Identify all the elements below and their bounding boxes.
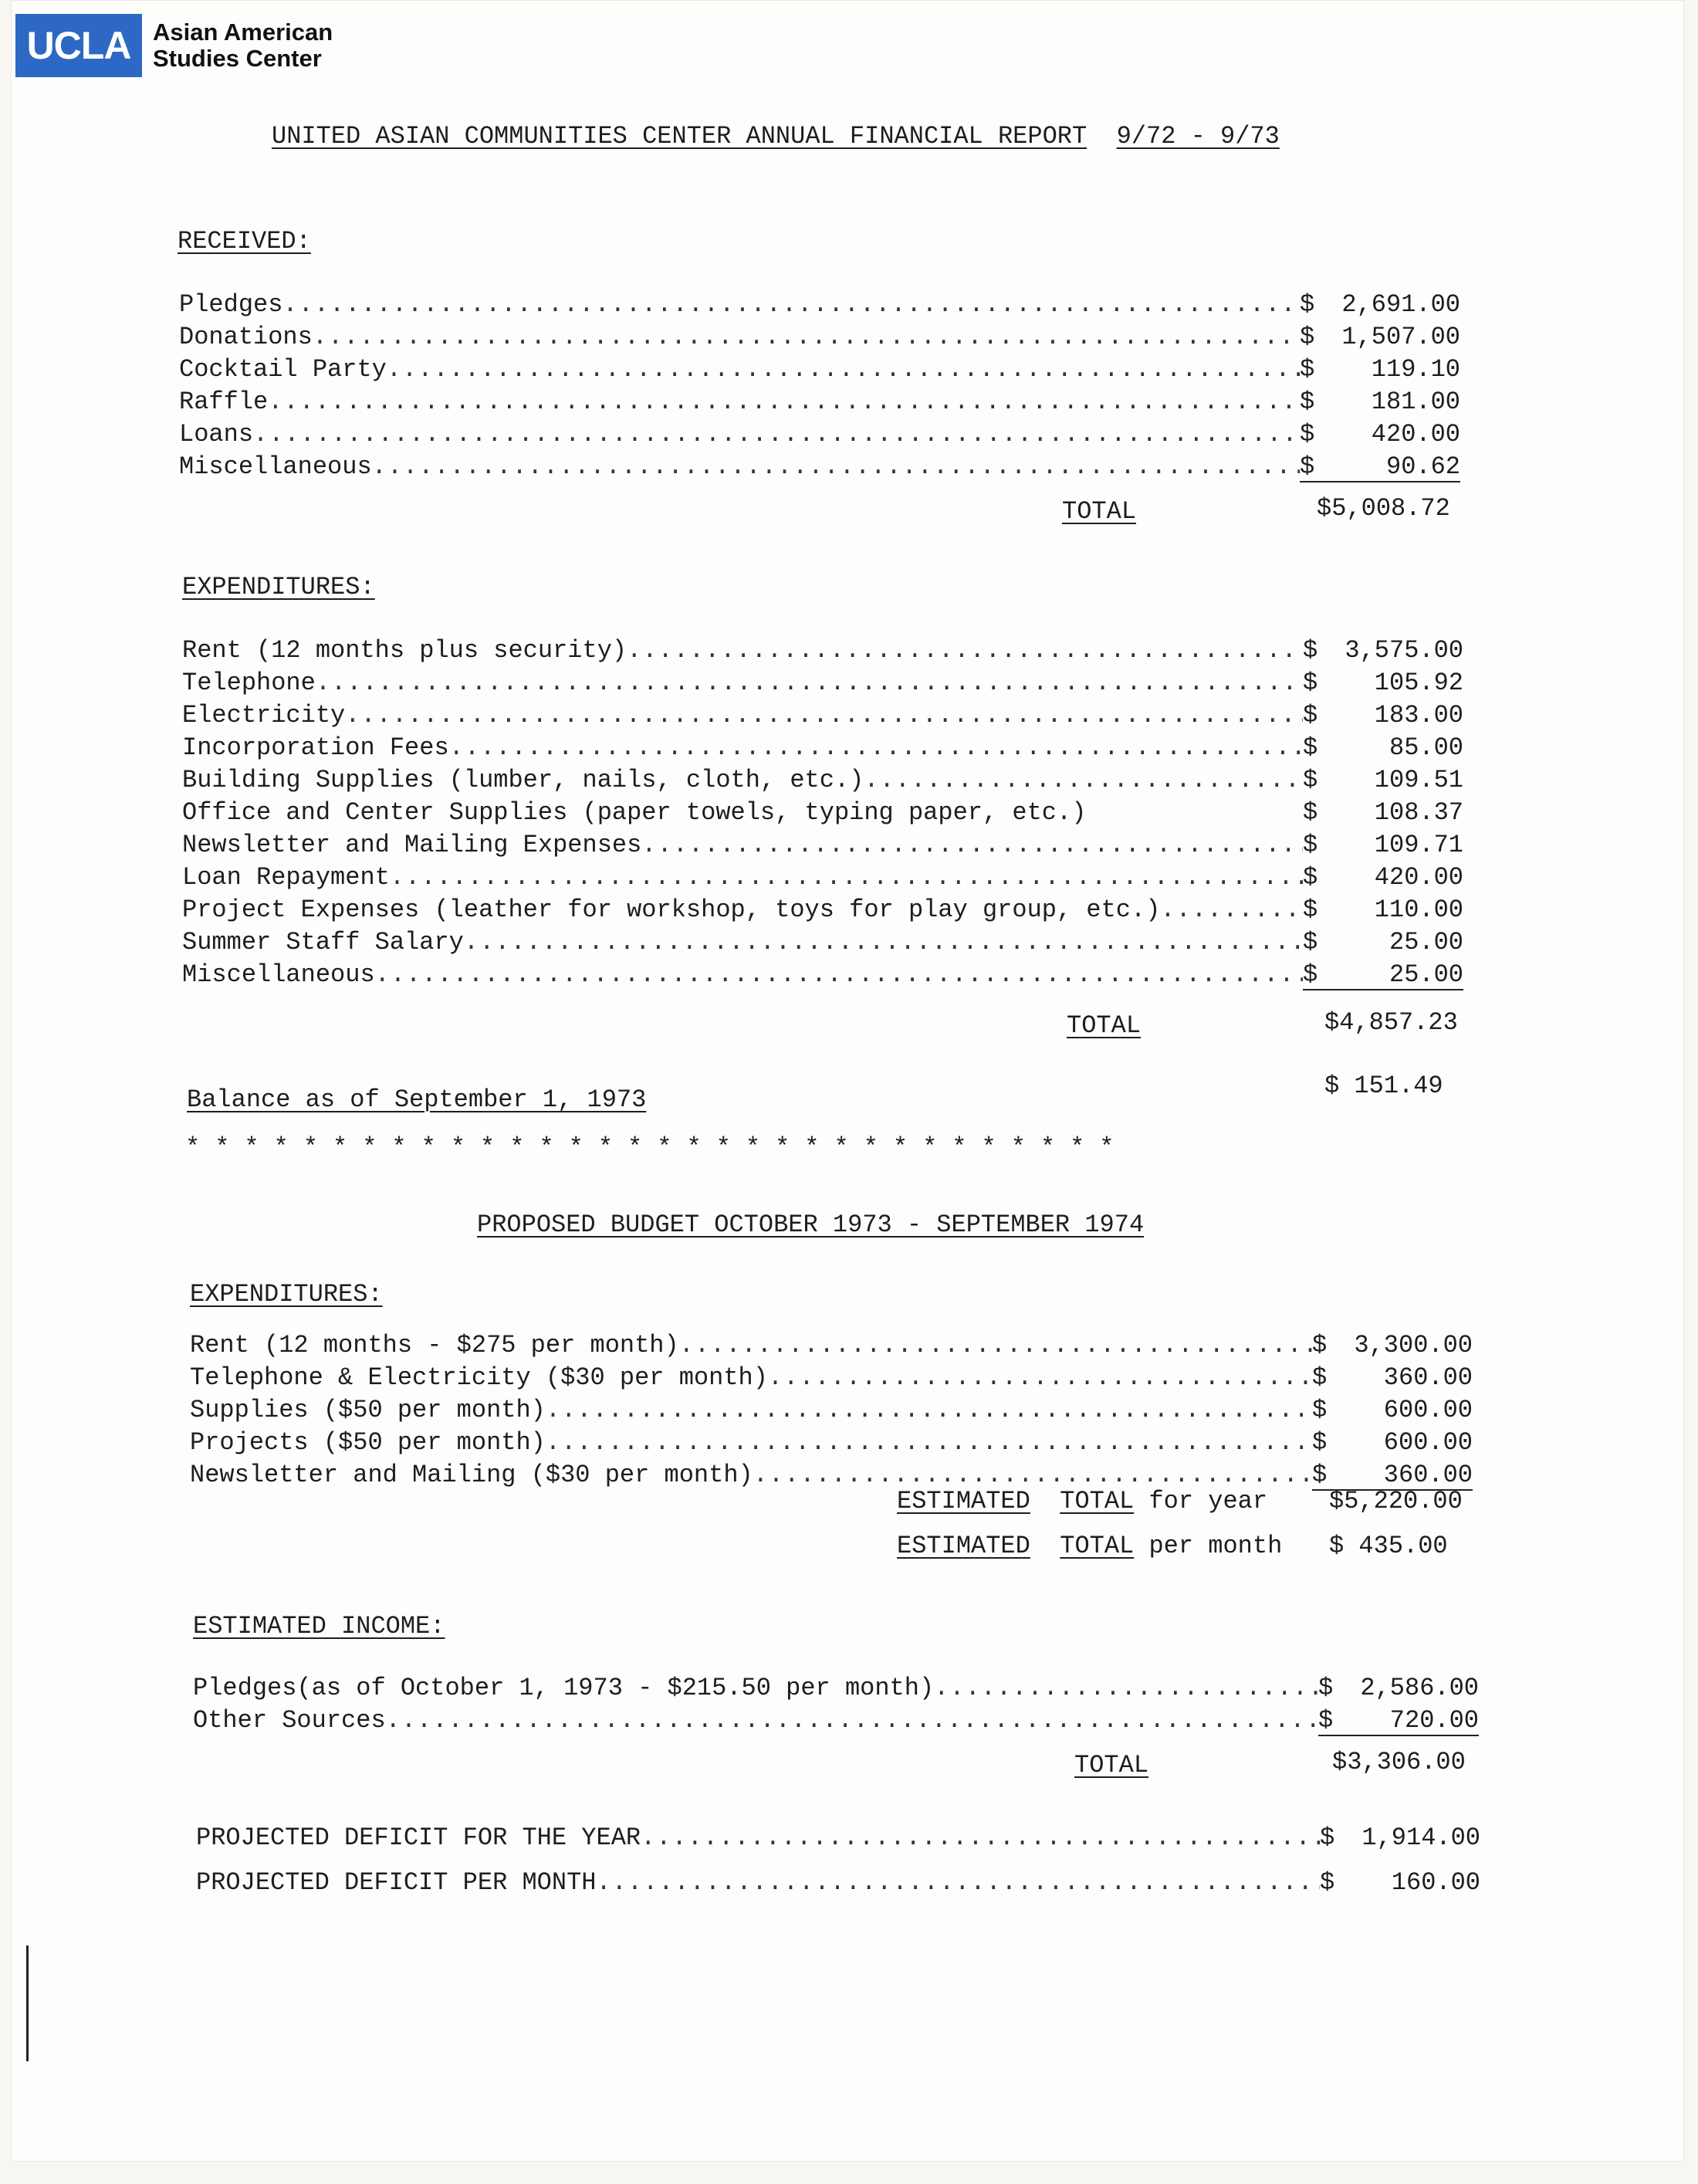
estimated-year-total: ESTIMATED TOTAL for year: [897, 1487, 1268, 1515]
row-amount: $ 90.62: [1300, 452, 1460, 481]
estimated-year-value: $5,220.00: [1329, 1487, 1463, 1515]
leader-dots: [449, 733, 1303, 762]
deficit-row: [196, 1868, 1480, 1901]
expenditure-row: [182, 831, 1463, 863]
row-amount: $ 360.00: [1312, 1461, 1473, 1489]
row-label: Pledges(as of October 1, 1973 - $215.50 per month): [193, 1674, 935, 1702]
row-amount: $ 600.00: [1312, 1428, 1473, 1457]
row-amount: $ 109.71: [1303, 831, 1463, 859]
row-amount: $ 109.51: [1303, 766, 1463, 794]
row-amount: $ 183.00: [1303, 701, 1463, 730]
row-label: Rent (12 months plus security): [182, 636, 627, 665]
row-label: PROJECTED DEFICIT PER MONTH: [196, 1868, 597, 1897]
expenditures-total-label: TOTAL: [1067, 1011, 1142, 1040]
row-amount: $ 600.00: [1312, 1396, 1473, 1424]
row-label: Cocktail Party: [179, 355, 387, 384]
received-row: [179, 420, 1460, 452]
leader-dots: [268, 388, 1300, 416]
ucla-logo: [15, 14, 333, 77]
leader-dots: [641, 831, 1303, 859]
star-divider: ********************************: [185, 1133, 1129, 1162]
leader-dots: [596, 1868, 1320, 1897]
row-label: Donations: [179, 323, 313, 351]
row-amount: $ 105.92: [1303, 669, 1463, 697]
received-total-label: TOTAL: [1062, 497, 1137, 526]
received-row: [179, 388, 1460, 420]
report-period: 9/72 - 9/73: [1116, 122, 1280, 151]
leader-dots: [372, 452, 1300, 481]
row-label: PROJECTED DEFICIT FOR THE YEAR: [196, 1823, 641, 1852]
row-amount: $ 720.00: [1318, 1706, 1479, 1735]
income-total-label: TOTAL: [1074, 1751, 1149, 1779]
row-label: Miscellaneous: [179, 452, 372, 481]
report-title-text: UNITED ASIAN COMMUNITIES CENTER ANNUAL FINANCIAL REPORT: [272, 122, 1087, 151]
leader-dots: [546, 1428, 1312, 1457]
row-label: Loan Repayment: [182, 863, 390, 892]
row-amount: $ 110.00: [1303, 896, 1463, 924]
row-amount: $ 25.00: [1303, 960, 1463, 989]
row-amount: $ 160.00: [1320, 1868, 1480, 1897]
received-row: [179, 355, 1460, 388]
expenditure-row: [182, 669, 1463, 701]
leader-dots: [386, 1706, 1318, 1735]
row-amount: $ 1,507.00: [1300, 323, 1460, 351]
received-heading: RECEIVED:: [178, 227, 311, 256]
expenditure-row: [182, 896, 1463, 928]
leader-dots: [627, 636, 1303, 665]
report-title: [272, 122, 1280, 151]
row-amount: $ 3,300.00: [1312, 1331, 1473, 1359]
balance-value: $ 151.49: [1324, 1072, 1443, 1100]
budget-row: [190, 1331, 1473, 1363]
row-label: Projects ($50 per month): [190, 1428, 546, 1457]
budget-row: [190, 1428, 1473, 1461]
budget-row: [190, 1396, 1473, 1428]
row-amount: $ 2,691.00: [1300, 290, 1460, 319]
leader-dots: [390, 863, 1303, 892]
leader-dots: [753, 1461, 1312, 1489]
row-label: Raffle: [179, 388, 269, 416]
expenditure-row: [182, 701, 1463, 733]
row-label: Building Supplies (lumber, nails, cloth, etc.): [182, 766, 864, 794]
row-label: Rent (12 months - $275 per month): [190, 1331, 679, 1359]
margin-mark: [26, 1945, 29, 2061]
expenditure-row: [182, 798, 1463, 831]
logo-line-1: Asian American: [153, 19, 333, 46]
budget-row: [190, 1363, 1473, 1396]
row-label: Incorporation Fees: [182, 733, 449, 762]
row-amount: $ 3,575.00: [1303, 636, 1463, 665]
logo-caption: [153, 19, 333, 72]
expenditure-row: [182, 928, 1463, 960]
row-label: Telephone & Electricity ($30 per month): [190, 1363, 768, 1392]
leader-dots: [282, 290, 1300, 319]
received-row: [179, 323, 1460, 355]
expenditure-row: [182, 636, 1463, 669]
leader-dots: [316, 669, 1303, 697]
leader-dots: [864, 766, 1303, 794]
balance-label: Balance as of September 1, 1973: [187, 1085, 647, 1114]
row-amount: $ 108.37: [1303, 798, 1463, 827]
row-amount: $ 85.00: [1303, 733, 1463, 762]
budget-title: PROPOSED BUDGET OCTOBER 1973 - SEPTEMBER 1974: [477, 1211, 1145, 1239]
leader-dots: [546, 1396, 1312, 1424]
expenditure-row: [182, 960, 1463, 993]
row-label: Miscellaneous: [182, 960, 375, 989]
leader-dots: [768, 1363, 1312, 1392]
estimated-income-heading: ESTIMATED INCOME:: [193, 1612, 445, 1641]
received-row: [179, 290, 1460, 323]
row-amount: $ 1,914.00: [1320, 1823, 1480, 1852]
leader-dots: [1160, 896, 1303, 924]
row-label: Summer Staff Salary: [182, 928, 464, 957]
row-label: Loans: [179, 420, 254, 449]
expenditure-row: [182, 766, 1463, 798]
budget-expenditures-heading: EXPENDITURES:: [190, 1280, 383, 1309]
row-label: Telephone: [182, 669, 316, 697]
leader-dots: [345, 701, 1303, 730]
leader-dots: [464, 928, 1303, 957]
row-amount: $ 119.10: [1300, 355, 1460, 384]
leader-dots: [387, 355, 1300, 384]
income-row: [193, 1706, 1479, 1739]
row-label: Electricity: [182, 701, 346, 730]
leader-dots: [934, 1674, 1318, 1702]
leader-dots: [679, 1331, 1312, 1359]
income-total-value: $3,306.00: [1332, 1748, 1466, 1776]
row-label: Other Sources: [193, 1706, 386, 1735]
received-total-value: $5,008.72: [1317, 494, 1450, 523]
row-amount: $ 25.00: [1303, 928, 1463, 957]
row-label: Office and Center Supplies (paper towels, typing paper, etc.): [182, 798, 1087, 827]
leader-dots: [375, 960, 1303, 989]
row-label: Newsletter and Mailing Expenses: [182, 831, 642, 859]
row-label: Pledges: [179, 290, 283, 319]
row-amount: $ 2,586.00: [1318, 1674, 1479, 1702]
row-amount: $ 420.00: [1300, 420, 1460, 449]
row-label: Project Expenses (leather for workshop, toys for play group, etc.): [182, 896, 1161, 924]
row-label: Newsletter and Mailing ($30 per month): [190, 1461, 753, 1489]
deficit-row: [196, 1823, 1480, 1856]
leader-dots: [253, 420, 1300, 449]
row-amount: $ 420.00: [1303, 863, 1463, 892]
row-amount: $ 181.00: [1300, 388, 1460, 416]
estimated-month-total: ESTIMATED TOTAL per month: [897, 1532, 1283, 1560]
ucla-wordmark: UCLA: [15, 14, 142, 77]
received-row: [179, 452, 1460, 485]
leader-dots: [313, 323, 1300, 351]
budget-row: [190, 1461, 1473, 1493]
expenditure-row: [182, 863, 1463, 896]
leader-dots: [641, 1823, 1320, 1852]
estimated-month-value: $ 435.00: [1329, 1532, 1448, 1560]
expenditure-row: [182, 733, 1463, 766]
row-amount: $ 360.00: [1312, 1363, 1473, 1392]
row-label: Supplies ($50 per month): [190, 1396, 546, 1424]
income-row: [193, 1674, 1479, 1706]
expenditures-heading: EXPENDITURES:: [182, 573, 375, 601]
logo-line-2: Studies Center: [153, 45, 322, 72]
expenditures-total-value: $4,857.23: [1324, 1008, 1458, 1037]
